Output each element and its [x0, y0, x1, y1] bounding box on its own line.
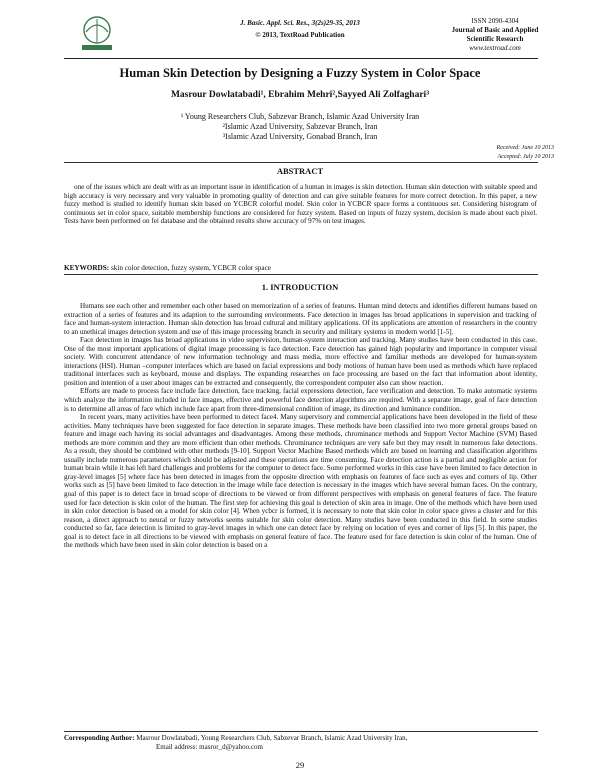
publication-dates [420, 144, 554, 162]
body-paragraph-4: In recent years, many activities have been performed to detect face4. Many supervisory and commercial applications have been developed in the field of these activities. Many techniques have been suggested for face detection in separate images. These methods have been classified into two more general groups based on feature and image each having its social advantages and disadvantages. Among these methods, chrominance methods and Support Vector Machine (SVM) Based methods are more common and they are more efficient than other methods. Chrominance techniques are very safe but they may result in numerous fake detections. As a result, they should be combined with other methods [9-10]. Support Vector Machine Based methods which are based on learning and classification algorithms usually include numerous parameters which should be adjusted and these operations are time consuming. Face detection action is a partial and negligible action for human brain while it has left hard challenges and problems for the computer to detect face. Some performed works in this case have been limited to face detection in gray-level images [5] where face has been detected in images from the opposite direction with emphasis on features of face such as eyes and corners of lip. Other works such as [5] have been limited to face detection in the image while face detection is necessary in the images which have several human faces. On the contrary, goal of this paper is to detect face in broad scope of directions to be viewed or from different perspectives with emphasis on general features of face. The feature used for face detection is skin color of the human. The first step for achieving this goal is detection of skin area in image. One of the methods which have been used in skin color detection is based on a model for skin color [4]. When ycbcr is formed, it is necessary to note that skin color in color space gives a cluster and for this reason, a direct approach to neural or fuzzy networks seems suitable for skin color detection. Many studies have been conducted in this field. In some studies conducted so far, face detection is limited to gray-level images in which one can detect face by relying on location of eyes and corner of lips [5]. In this paper, the goal is to detect face in all directions to be viewed with emphasis on general feature of face. The feature used for face detection is skin color of the human. One of the methods which have been used in skin color detection is based on a [64, 413, 537, 550]
introduction-body [64, 302, 537, 550]
abstract-bottom-rule [64, 274, 538, 275]
received-date: Received: June 10 2013 [496, 145, 554, 151]
abstract-heading: ABSTRACT [276, 166, 324, 176]
journal-url: www.textroad.com [469, 44, 521, 52]
affiliations [60, 112, 540, 142]
paper-title: Human Skin Detection by Designing a Fuzzy System in Color Space [119, 66, 481, 80]
keywords-line [64, 264, 537, 272]
keywords-text: skin color detection, fuzzy system, YCBCR color space [109, 264, 271, 272]
body-paragraph-3: Efforts are made to process face include face detection, face tracking, facial expressions detection, face verification and detection. To make automatic systems which analyze the information included in face images, effective and powerful face detection algorithms are required. With a separate image, goal of face detection is to determine all areas of face which include face apart from three-dimensional condition of image, its direction and luminance condition. [64, 387, 537, 413]
body-paragraph-2: Face detection in images has broad applications in video supervision, human-system interaction and tracking. Many studies have been conducted in this case. One of the most important applications of digital image processing is face detection. Face detection has gained high popularity and importance in computer visual society. With concurrent attendance of new information technology and mass media, more effective and familiar methods are developed for human-system interactions (HSI). Human –computer interfaces which are based on facial expressions and body motions of human have been used as methods which have replaced traditional interfaces such as keyboard, mouse and displays. The expanding researches on face processing are based on the fact that information about identity, position and intention of a user about images can be extracted and consequently, the correspondent computer also can show reaction. [64, 336, 537, 387]
corresponding-label: Corresponding Author: [64, 734, 135, 742]
footnote-rule [64, 731, 538, 732]
section-heading-introduction: 1. INTRODUCTION [261, 282, 339, 292]
header-journal-block [440, 17, 550, 53]
body-paragraph-1: Humans see each other and remember each other based on memorization of a series of features. Human mind detects and identifies different humans based on extraction of a series of features and its adaption to the surrounding environments. Face detection in images has broad applications in supervision and tracking of face and human-system interaction. Human skin detection has broad cultural and military applications. Of its applications are attention of researchers in the country to an unethical images detection system and use of this image processing branch in security and military systems in modern world [1-5]. [64, 302, 537, 336]
header-citation-block [180, 17, 420, 41]
journal-name-line1: Journal of Basic and Applied [451, 26, 539, 34]
affiliation-2: ²Islamic Azad University, Sabzevar Branch, Iran [222, 122, 378, 131]
issn: ISSN 2090-4304 [471, 17, 519, 25]
accepted-date: Accepted: July 10 2013 [497, 154, 554, 160]
affiliation-3: ³Islamic Azad University, Gonabad Branch, Iran [222, 132, 378, 141]
abstract-text: one of the issues which are dealt with as an important issue in identification of a human in images is skin detection. Human skin detection with suitable speed and high accuracy is very necessary and very valuable in promoting quality of detection and can give suitable features for more correct detection. In this paper, a new fuzzy method is studied to identify human skin based on YCBCR colorful model. Skin color in YCBCR space forms a continuous set. Considering histogram of continuous set in color space, suitable membership functions are considered for fuzzy system. Based on inputs of fuzzy system, decision is made about each pixel. Tests have been performed on fei database and the obtained results show accuracy of 97% on test images. [64, 183, 537, 226]
abstract-top-rule [64, 162, 538, 163]
author-list: Masrour Dowlatabadi¹, Ebrahim Mehri²,Sayyed Ali Zolfaghari³ [170, 90, 430, 100]
corresponding-text: Masrour Dowlatabadi, Young Researchers Club, Sabzevar Branch, Islamic Azad University Iran, [134, 734, 408, 742]
page-number: 29 [295, 760, 305, 770]
journal-logo-icon [74, 14, 120, 54]
journal-citation: J. Basic. Appl. Sci. Res., 3(2s)29-35, 2013 [240, 19, 360, 27]
corresponding-author-note [64, 734, 537, 752]
affiliation-1: ¹ Young Researchers Club, Sabzevar Branch, Islamic Azad University Iran [180, 112, 420, 121]
author-email: Email address: masror_d@yahoo.com [156, 743, 263, 751]
copyright-line: © 2013, TextRoad Publication [255, 31, 345, 39]
header-rule [64, 58, 538, 59]
journal-name-line2: Scientific Research [466, 35, 524, 43]
keywords-label: KEYWORDS: [64, 264, 110, 272]
